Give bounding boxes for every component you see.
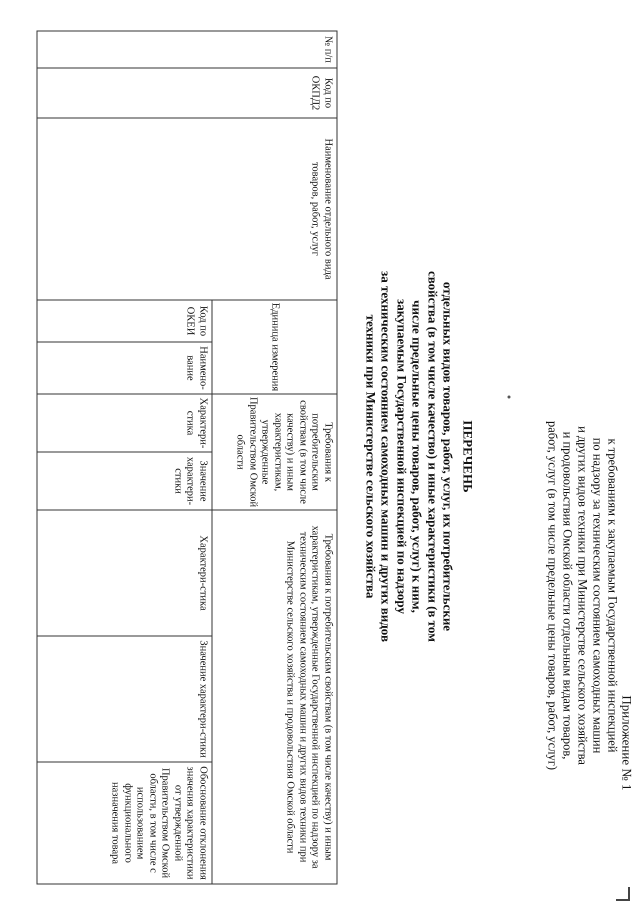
heading-line: свойства (в том числе качество) и иные характеристики (в том: [425, 270, 440, 642]
subheader-cell-justification: Обоснование отклонения значения характеристики от утвержденной Правительством Омской области, в том числе с использованием функционального назначения товара: [37, 762, 212, 884]
appendix-block: [544, 400, 634, 790]
header-cell-requirements-government: Требования к потребительским свойствам (в том числе качеству) и иным характеристикам, утвержденные Правительством Омской области: [212, 394, 337, 510]
appendix-line: по надзору за техническим состоянием самоходных машин: [590, 437, 604, 753]
header-cell-number: № п/п: [37, 31, 337, 68]
heading-title: ПЕРЕЧЕНЬ: [460, 419, 475, 493]
header-cell-requirements-inspection: Требования к потребительским свойствам (в том числе качеству) и иным характеристикам, утвержденные Государственной инспекцией по надзору за техническим состоянием самоходных машин и других видов техники при Министерстве сельского хозяйства и продовольствия Омской области: [212, 510, 337, 884]
header-cell-item-name: Наименование отдельного вида товаров, работ, услуг: [37, 118, 337, 300]
subheader-cell-unit-name: Наимено-вание: [37, 342, 212, 394]
heading-line: за техническим состоянием самоходных машин и других видов: [378, 270, 394, 642]
appendix-title: Приложение № 1: [619, 694, 634, 790]
requirements-table: [36, 30, 337, 884]
subheader-cell-value-insp: Значение характери-стики: [37, 636, 212, 762]
appendix-line: и продовольствия Омской области отдельным видам товаров,: [560, 431, 574, 759]
subheader-cell-value-gov: Значение характери-стики: [37, 452, 212, 510]
subheader-cell-characteristic-insp: Характери-стика: [37, 510, 212, 636]
scan-corner-mark: [616, 887, 630, 901]
appendix-line: и других видов техники при Министерстве сельского хозяйства: [575, 425, 589, 765]
heading-line: числе предельные цены товаров, работ, услуг) к ним,: [409, 299, 425, 613]
heading-line: техники при Министерстве сельского хозяйства: [363, 314, 378, 598]
scan-speck: [507, 395, 510, 398]
appendix-line: работ, услуг (в том числе предельные цены товаров, работ, услуг): [545, 420, 559, 770]
document-heading: [363, 196, 476, 716]
table-header-row: [212, 31, 337, 884]
header-cell-okpd: Код по ОКПД2: [37, 68, 337, 118]
header-cell-unit: Единица измерения: [212, 300, 337, 394]
appendix-line: к требованиям к закупаемым Государственной инспекцией: [605, 437, 619, 752]
heading-line: закупаемым Государственной инспекцией по надзору: [394, 298, 409, 614]
heading-line: отдельных видов товаров, работ, услуг, их потребительские: [440, 281, 456, 631]
subheader-cell-characteristic-gov: Характери-стика: [37, 394, 212, 452]
subheader-cell-okei: Код по ОКЕИ: [37, 300, 212, 342]
